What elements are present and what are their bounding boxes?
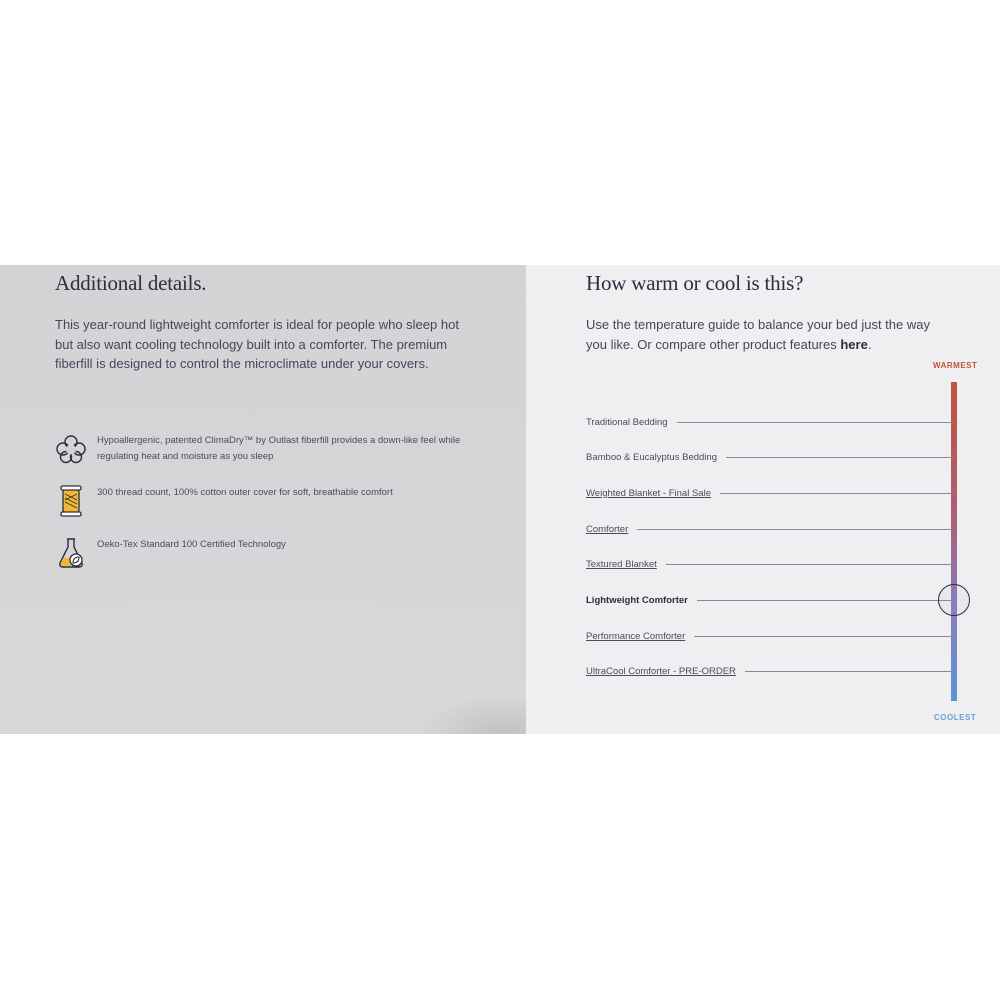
warmest-label: WARMEST bbox=[933, 361, 978, 370]
scale-connector-line bbox=[720, 493, 954, 494]
additional-details-section bbox=[0, 265, 526, 734]
cotton-flower-icon bbox=[55, 431, 87, 467]
product-label-traditional-bedding: Traditional Bedding bbox=[586, 416, 668, 428]
scale-connector-line bbox=[666, 564, 954, 565]
temperature-row-comforter bbox=[586, 522, 954, 536]
feature-item bbox=[55, 535, 495, 587]
temperature-scale-bar bbox=[951, 382, 957, 701]
scale-connector-line bbox=[745, 671, 954, 672]
product-link-performance-comforter[interactable]: Performance Comforter bbox=[586, 630, 686, 642]
feature-item bbox=[55, 483, 495, 535]
thread-spool-icon bbox=[55, 483, 87, 519]
feature-list bbox=[55, 431, 495, 587]
feature-text: Oeko-Tex Standard 100 Certified Technology bbox=[97, 539, 286, 550]
temperature-row-weighted-blanket bbox=[586, 486, 954, 500]
temperature-row-lightweight-comforter bbox=[586, 593, 954, 607]
compare-features-link[interactable]: here bbox=[840, 336, 868, 352]
product-link-ultracool-comforter[interactable]: UltraCool Comforter - PRE-ORDER bbox=[586, 665, 736, 677]
temperature-row-textured-blanket bbox=[586, 557, 954, 571]
feature-text: Hypoallergenic, patented ClimaDry™ by Outlast fiberfill provides a down-like feel while regulating heat and moisture as you sleep bbox=[97, 435, 461, 462]
temperature-guide-heading: How warm or cool is this? bbox=[586, 271, 804, 295]
product-link-comforter[interactable]: Comforter bbox=[586, 523, 629, 535]
temperature-row-performance-comforter bbox=[586, 629, 954, 643]
feature-text: 300 thread count, 100% cotton outer cover for soft, breathable comfort bbox=[97, 487, 393, 498]
eco-flask-icon bbox=[55, 535, 87, 571]
product-link-textured-blanket[interactable]: Textured Blanket bbox=[586, 558, 657, 570]
temperature-row-bamboo-eucalyptus bbox=[586, 450, 954, 464]
details-intro-text: This year-round lightweight comforter is ideal for people who sleep hot but also want cooling technology built into a comforter. The premium fiberfill is designed to control the microclimate under your covers. bbox=[55, 317, 459, 371]
temperature-row-traditional-bedding bbox=[586, 415, 954, 429]
product-details-panel bbox=[0, 265, 1000, 734]
temperature-guide-section bbox=[526, 265, 1000, 734]
current-product-marker bbox=[938, 584, 970, 616]
product-link-weighted-blanket[interactable]: Weighted Blanket - Final Sale bbox=[586, 487, 711, 499]
product-label-bamboo-eucalyptus: Bamboo & Eucalyptus Bedding bbox=[586, 451, 717, 463]
scale-connector-line bbox=[694, 636, 954, 637]
description-period: . bbox=[867, 336, 872, 352]
scale-connector-line bbox=[677, 422, 954, 423]
coolest-label: COOLEST bbox=[934, 713, 977, 722]
temperature-guide-description bbox=[586, 315, 931, 354]
scale-connector-line bbox=[697, 600, 954, 601]
scale-connector-line bbox=[726, 457, 954, 458]
temperature-row-ultracool-comforter bbox=[586, 664, 954, 678]
additional-details-heading: Additional details. bbox=[55, 271, 207, 295]
scale-connector-line bbox=[637, 529, 954, 530]
product-label-lightweight-comforter-current: Lightweight Comforter bbox=[586, 594, 688, 606]
feature-item bbox=[55, 431, 495, 483]
description-text: Use the temperature guide to balance your bed just the way you like. Or compare other product features bbox=[586, 317, 930, 352]
